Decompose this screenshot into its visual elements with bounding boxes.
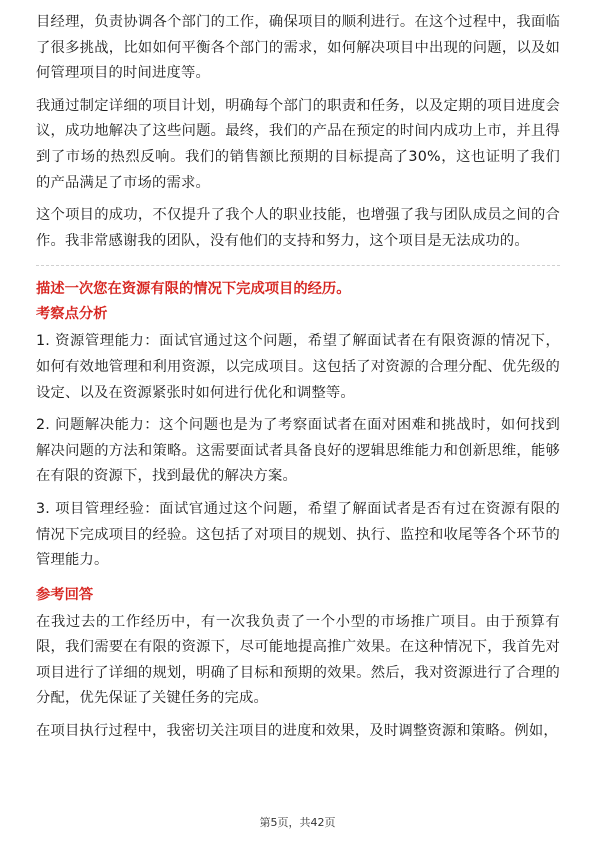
analysis-point: 3. 项目管理经验：面试官通过这个问题，希望了解面试者是否有过在资源有限的情况下完成项目的经验。这包括了对项目的规划、执行、监控和收尾等各个环节的管理能力。	[36, 500, 560, 569]
section-divider	[36, 265, 560, 266]
question-title: 描述一次您在资源有限的情况下完成项目的经历。	[36, 281, 351, 298]
analysis-heading: 考察点分析	[36, 306, 108, 323]
intro-paragraph: 目经理，负责协调各个部门的工作，确保项目的顺利进行。在这个过程中，我面临了很多挑战，比如如何平衡各个部门的需求，如何解决项目中出现的问题，以及如何管理项目的时间进度等。	[36, 14, 560, 82]
reference-paragraph: 在项目执行过程中，我密切关注项目的进度和效果，及时调整资源和策略。例如，	[36, 723, 558, 740]
reference-paragraph: 在我过去的工作经历中，有一次我负责了一个小型的市场推广项目。由于预算有限，我们需要在有限的资源下，尽可能地提高推广效果。在这种情况下，我首先对项目进行了详细的规划，明确了目标和预期的效果。然后，我对资源进行了合理的分配，优先保证了关键任务的完成。	[36, 613, 560, 707]
intro-paragraph: 这个项目的成功，不仅提升了我个人的职业技能，也增强了我与团队成员之间的合作。我非常感谢我的团队，没有他们的支持和努力，这个项目是无法成功的。	[36, 207, 560, 249]
reference-answer-heading: 参考回答	[36, 586, 94, 603]
intro-paragraph: 我通过制定详细的项目计划，明确每个部门的职责和任务，以及定期的项目进度会议，成功地解决了这些问题。最终，我们的产品在预定的时间内成功上市，并且得到了市场的热烈反响。我们的销售额比预期的目标提高了30%，这也证明了我们的产品满足了市场的需求。	[36, 97, 560, 191]
analysis-point: 2. 问题解决能力：这个问题也是为了考察面试者在面对困难和挑战时，如何找到解决问题的方法和策略。这需要面试者具备良好的逻辑思维能力和创新思维，能够在有限的资源下，找到最优的解决方案。	[36, 417, 560, 485]
page-number-footer: 第5页，共42页	[259, 816, 336, 829]
document-page	[36, 10, 560, 752]
analysis-point: 1. 资源管理能力：面试官通过这个问题，希望了解面试者在有限资源的情况下，如何有效地管理和利用资源，以完成项目。这包括了对资源的合理分配、优先级的设定、以及在资源紧张时如何进行优化和调整等。	[36, 333, 560, 401]
